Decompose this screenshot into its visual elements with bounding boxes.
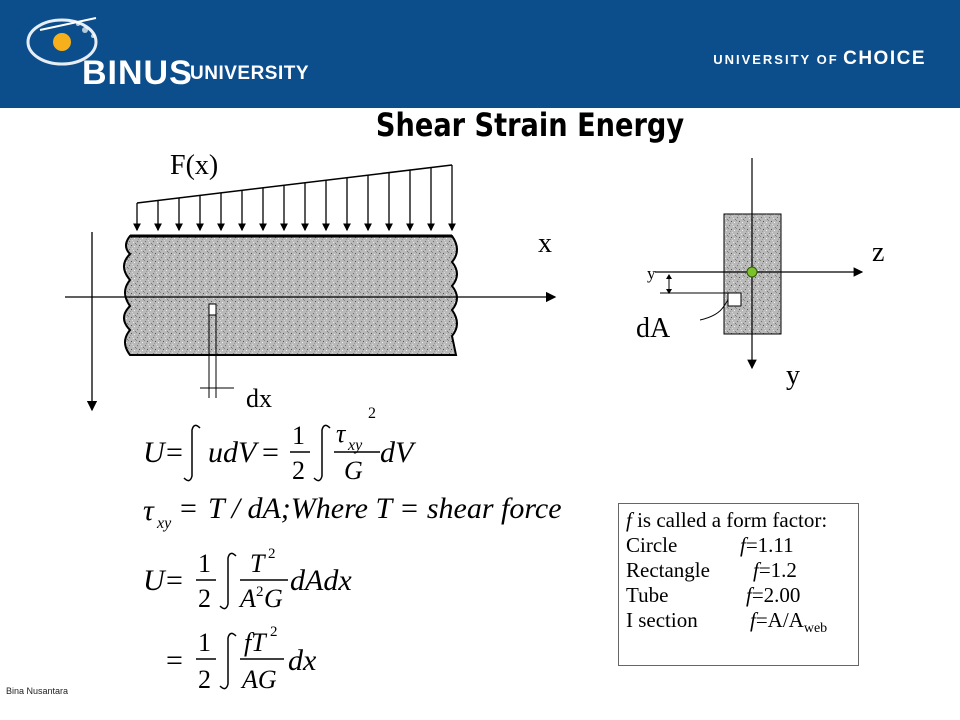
f-symbol: f — [750, 608, 756, 632]
form-factor-box — [618, 503, 859, 666]
svg-text:2: 2 — [198, 584, 211, 613]
svg-text:dAdx: dAdx — [290, 564, 352, 597]
form-factor-heading — [626, 508, 858, 533]
shape-subscript: web — [803, 621, 828, 637]
svg-text:2: 2 — [198, 665, 211, 694]
y-offset-label: y — [647, 264, 656, 283]
footer-text: Bina Nusantara — [6, 686, 69, 696]
logo-wordmark: BINUS — [82, 54, 193, 92]
svg-text:=: = — [166, 564, 183, 597]
dx-label: dx — [246, 384, 272, 413]
svg-text:T / dA;Where T = shear force: T / dA;Where T = shear force — [208, 492, 562, 525]
tagline-small: UNIVERSITY OF — [713, 52, 839, 67]
form-factor-row — [626, 558, 858, 583]
tagline-big: CHOICE — [843, 48, 926, 69]
y-axis-label: y — [786, 360, 800, 391]
shape-value: =A/A — [755, 608, 804, 632]
load-label: F(x) — [170, 150, 219, 181]
svg-text:xy: xy — [348, 437, 363, 454]
form-factor-row — [626, 583, 858, 608]
svg-text:G: G — [344, 456, 363, 485]
svg-text:A: A — [240, 584, 256, 613]
svg-text:2: 2 — [270, 624, 278, 640]
svg-text:G: G — [264, 584, 283, 613]
logo-subtext: UNIVERSITY — [190, 63, 310, 84]
shape-name: Circle — [626, 533, 678, 557]
svg-text:=: = — [166, 644, 183, 677]
svg-text:1: 1 — [292, 421, 305, 450]
centroid-icon — [747, 267, 757, 277]
svg-text:fT: fT — [244, 628, 266, 657]
formula-4 — [166, 624, 317, 694]
svg-text:xy: xy — [157, 515, 172, 532]
dA-label: dA — [636, 313, 671, 344]
f-symbol: f — [746, 583, 752, 607]
svg-text:=: = — [262, 436, 279, 469]
z-axis-label: z — [872, 237, 885, 268]
svg-text:AG: AG — [242, 665, 277, 694]
dA-element — [728, 293, 741, 306]
svg-text:U: U — [143, 564, 165, 597]
formula-3 — [143, 546, 352, 613]
shape-name: I section — [626, 608, 698, 632]
svg-text:udV: udV — [208, 436, 257, 469]
svg-text:2: 2 — [292, 456, 305, 485]
shape-name: Tube — [626, 583, 669, 607]
formula-2 — [143, 492, 562, 532]
x-axis-label: x — [538, 228, 552, 259]
svg-text:τ: τ — [336, 419, 346, 448]
slide-title: Shear Strain Energy — [375, 106, 685, 144]
svg-text:T: T — [250, 549, 265, 578]
f-symbol: f — [753, 558, 759, 582]
svg-text:2: 2 — [256, 584, 264, 600]
beam-body — [124, 236, 457, 355]
svg-text:U: U — [143, 436, 165, 469]
shape-name: Rectangle — [626, 558, 710, 582]
formula-1 — [143, 405, 417, 485]
svg-text:τ: τ — [143, 494, 154, 527]
svg-text:dx: dx — [288, 644, 317, 677]
heading-text: is called a form factor: — [631, 508, 828, 532]
svg-text:2: 2 — [368, 405, 376, 422]
shape-value: =2.00 — [751, 583, 801, 607]
form-factor-row — [626, 533, 858, 558]
svg-text:1: 1 — [198, 549, 211, 578]
f-symbol: f — [740, 533, 746, 557]
form-factor-row — [626, 608, 858, 641]
shape-value: =1.2 — [758, 558, 797, 582]
svg-text:=: = — [180, 492, 197, 525]
svg-text:=: = — [166, 436, 183, 469]
element-dx — [209, 304, 216, 315]
svg-text:2: 2 — [268, 546, 276, 562]
f-symbol: f — [626, 508, 632, 532]
shape-value: =1.11 — [745, 533, 794, 557]
svg-text:1: 1 — [198, 628, 211, 657]
svg-text:dV: dV — [380, 436, 414, 469]
